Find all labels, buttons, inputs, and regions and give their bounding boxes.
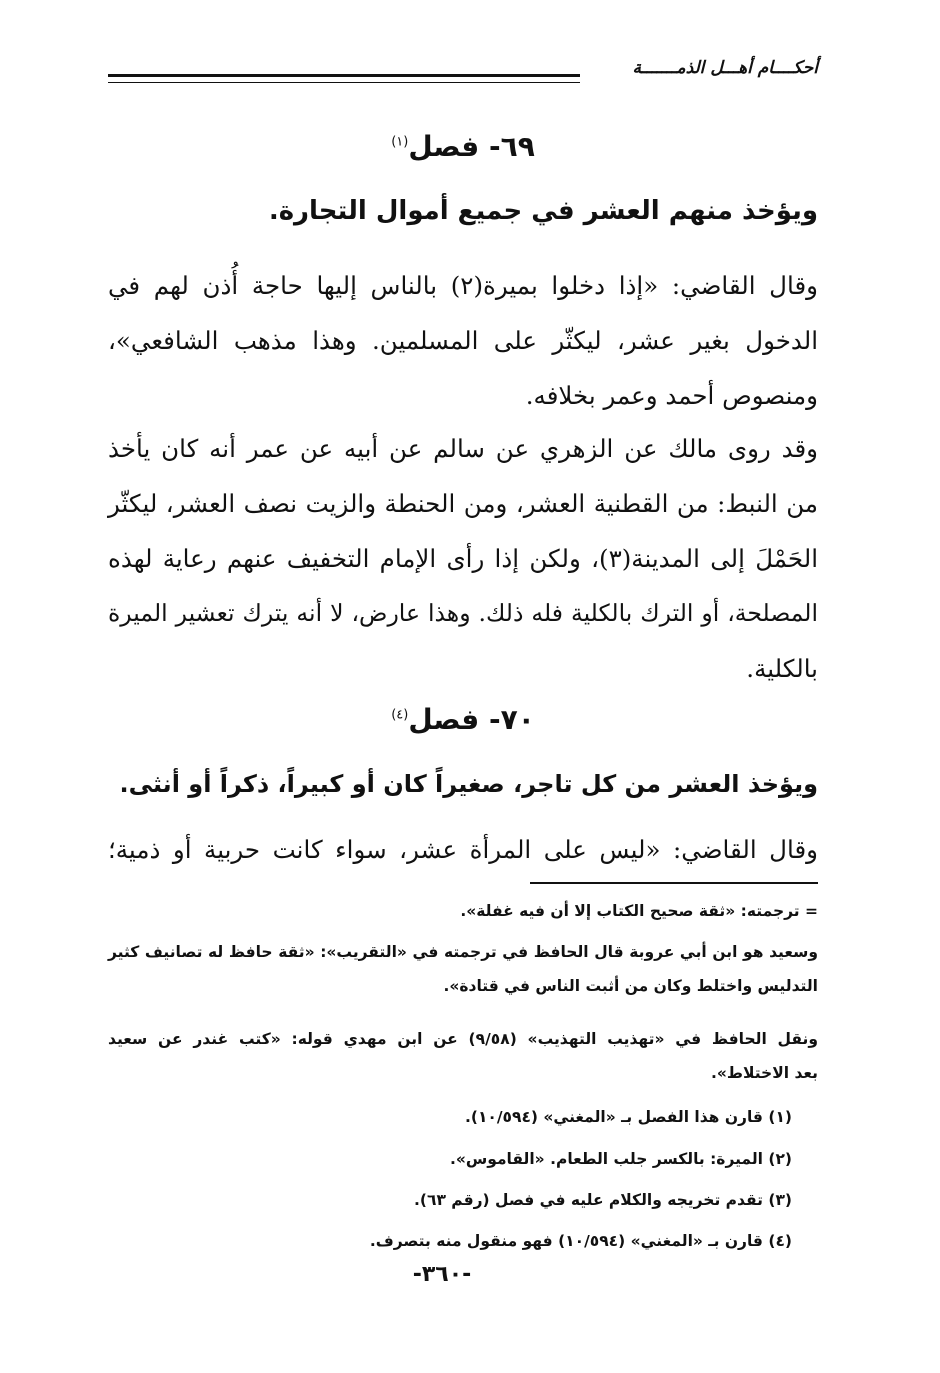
paragraph-line: وقال القاضي: «ليس على المرأة عشر، سواء كانت حربية أو ذمية؛ bbox=[108, 835, 818, 864]
section-70-note-ref: (٤) bbox=[391, 707, 409, 723]
footnote-continuation-3 bbox=[108, 1022, 818, 1090]
footnote-line: التدليس واختلط وكان من أثبت الناس في قتادة». bbox=[443, 977, 818, 995]
paragraph-line: وقد روى مالك عن الزهري عن سالم عن أبيه عن عمر أنه كان يأخذ bbox=[108, 434, 818, 463]
footnote-line: بعد الاختلاط». bbox=[710, 1064, 818, 1082]
paragraph-line: بالكلية. bbox=[746, 654, 818, 683]
page-number bbox=[0, 1262, 940, 1287]
section-69-note-ref: (١) bbox=[391, 134, 409, 150]
header-rule-thick bbox=[108, 74, 580, 77]
section-70-heading: ٧٠- فصل bbox=[408, 703, 535, 736]
paragraph-line: وقال القاضي: «إذا دخلوا بميرة(٢) بالناس إليها حاجة أُذن لهم في bbox=[108, 271, 818, 300]
header-rule-thin bbox=[108, 82, 580, 83]
footnote-2: (٢) الميرة: بالكسر جلب الطعام. «القاموس». bbox=[449, 1150, 792, 1168]
paragraph-line: الدخول بغير عشر، ليكثّر على المسلمين. وهذا مذهب الشافعي»، bbox=[108, 326, 818, 355]
footnote-3: (٣) تقدم تخريجه والكلام عليه في فصل (رقم ٦٣). bbox=[414, 1191, 792, 1209]
section-69-ruling: ويؤخذ منهم العشر في جميع أموال التجارة. bbox=[268, 196, 818, 226]
paragraph-line: المصلحة، أو الترك بالكلية فله ذلك. وهذا عارض، لا أنه يترك تعشير الميرة bbox=[108, 599, 818, 627]
section-70-ruling: ويؤخذ العشر من كل تاجر، صغيراً كان أو كبيراً، ذكراً أو أنثى. bbox=[119, 770, 818, 798]
section-69-heading: ٦٩- فصل bbox=[408, 130, 535, 163]
footnote-continuation-2 bbox=[108, 935, 818, 1003]
paragraph-3 bbox=[108, 822, 818, 877]
paragraph-line: من النبط: من القطنية العشر، ومن الحنطة والزيت نصف العشر، ليكثّر bbox=[108, 489, 818, 518]
footnote-1: (١) قارن هذا الفصل بـ «المغني» (١٠/٥٩٤). bbox=[464, 1108, 792, 1126]
paragraph-line: ومنصوص أحمد وعمر بخلافه. bbox=[525, 381, 818, 410]
footnote-line: ونقل الحافظ في «تهذيب التهذيب» (٩/٥٨) عن ابن مهدي قوله: «كتب غندر عن سعيد bbox=[108, 1030, 818, 1048]
paragraph-line: الحَمْلَ إلى المدينة(٣)، ولكن إذا رأى الإمام التخفيف عنهم رعاية لهذه bbox=[108, 544, 818, 573]
footnote-line: وسعيد هو ابن أبي عروبة قال الحافظ في ترجمته في «التقريب»: «ثقة حافظ له تصانيف كثير bbox=[108, 943, 818, 961]
paragraph-2 bbox=[108, 421, 818, 696]
footnote-4: (٤) قارن بـ «المغني» (١٠/٥٩٤) فهو منقول منه بتصرف. bbox=[369, 1232, 792, 1250]
paragraph-1 bbox=[108, 258, 818, 423]
running-title: أحكــــام أهـــل الذمـــــــة bbox=[632, 58, 818, 78]
footnote-line: = ترجمته: «ثقة صحيح الكتاب إلا أن فيه غفلة». bbox=[460, 902, 818, 920]
footnote-continuation-1 bbox=[108, 894, 818, 928]
section-69-title bbox=[108, 130, 818, 163]
section-70-title bbox=[108, 703, 818, 736]
page-number-text: -٣٦٠- bbox=[412, 1262, 472, 1287]
footnote-separator bbox=[530, 882, 818, 884]
running-header bbox=[108, 58, 818, 98]
